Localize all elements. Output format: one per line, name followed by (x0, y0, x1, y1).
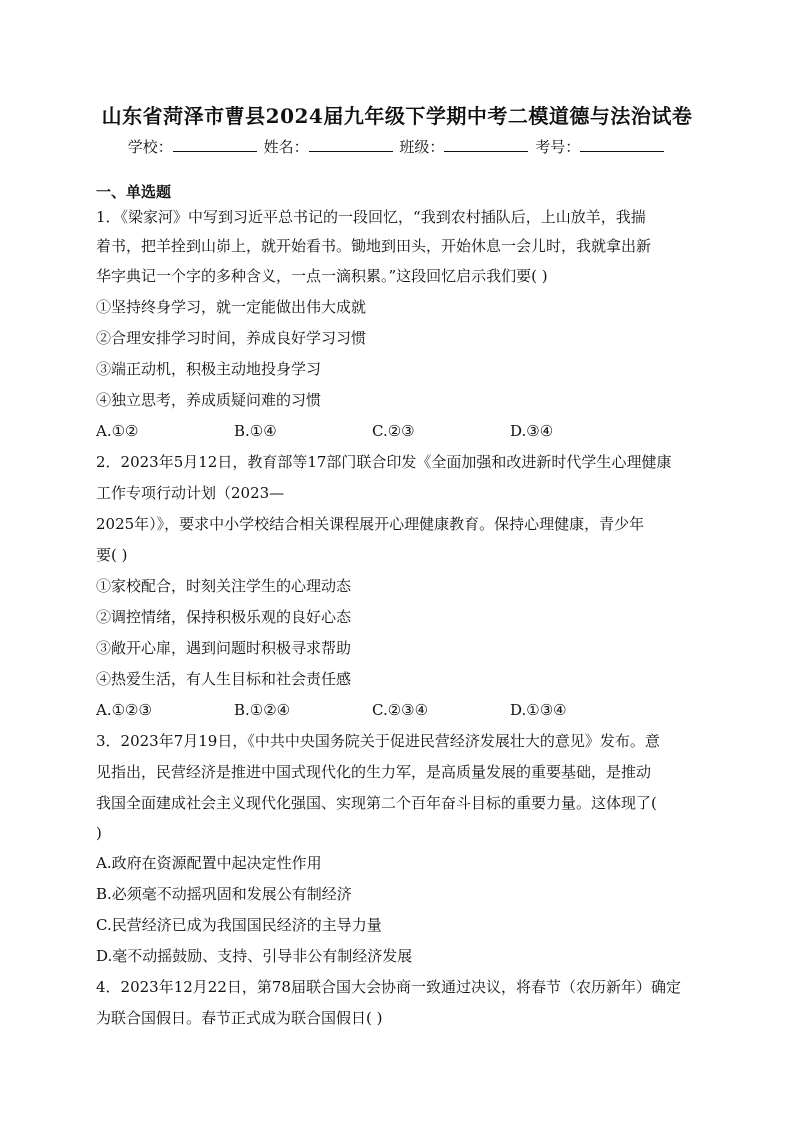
statement-item: ④独立思考，养成质疑问难的习惯 (96, 391, 322, 409)
option-c[interactable]: C.②③ (372, 422, 415, 440)
answer-options (96, 416, 700, 447)
question-text-line: 2025年）》，要求中小学校结合相关课程展开心理健康教育。保持心理健康，青少年 (96, 515, 645, 533)
statement-item: ②合理安排学习时间，养成良好学习习惯 (96, 329, 367, 347)
statement-item: ①家校配合，时刻关注学生的心理动态 (96, 577, 352, 595)
question-text-line: 1．《梁家河》中写到习近平总书记的一段回忆，“我到农村插队后，上山放羊，我揣 (96, 208, 646, 226)
option-a[interactable]: A.①②③ (96, 701, 152, 719)
question-text-line: 华字典记一个字的多种含义，一点一滴积累。”这段回忆启示我们要( ) (96, 267, 548, 285)
option-a[interactable]: A.①② (96, 422, 139, 440)
school-blank[interactable] (173, 137, 257, 152)
name-label: 姓名： (263, 138, 309, 156)
school-label: 学校： (127, 138, 173, 156)
statement-item: ④热爱生活，有人生目标和社会责任感 (96, 670, 352, 688)
question-text-line: 要( ) (96, 546, 128, 564)
exam-title: 山东省菏泽市曹县2024届九年级下学期中考二模道德与法治试卷 (101, 104, 693, 128)
option-d[interactable]: D.③④ (510, 422, 554, 440)
number-label: 考号： (535, 138, 581, 156)
questions (96, 203, 700, 1034)
question-text-line: 4．2023年12月22日，第78届联合国大会协商一致通过决议，将春节（农历新年）确定 (96, 978, 681, 996)
choice-d[interactable]: D.毫不动摇鼓励、支持、引导非公有制经济发展 (96, 947, 413, 965)
question-4 (96, 972, 700, 1034)
class-blank[interactable] (444, 137, 528, 152)
option-b[interactable]: B.①④ (234, 422, 277, 440)
question-text-line: ) (96, 824, 102, 842)
option-d[interactable]: D.①③④ (510, 701, 567, 719)
statement-item: ①坚持终身学习，就一定能做出伟大成就 (96, 298, 367, 316)
question-text-line: 着书，把羊拴到山峁上，就开始看书。锄地到田头，开始休息一会儿时，我就拿出新 (96, 237, 652, 255)
question-2 (96, 447, 700, 726)
option-b[interactable]: B.①②④ (234, 701, 291, 719)
question-text-line: 工作专项行动计划（2023— (96, 484, 285, 502)
choice-a[interactable]: A.政府在资源配置中起决定性作用 (96, 854, 322, 872)
question-text-line: 我国全面建成社会主义现代化强国、实现第二个百年奋斗目标的重要力量。这体现了( (96, 794, 657, 812)
option-c[interactable]: C.②③④ (372, 701, 429, 719)
question-text-line: 2．2023年5月12日，教育部等17部门联合印发《全面加强和改进新时代学生心理健康 (96, 453, 672, 471)
question-1 (96, 203, 700, 447)
section-heading: 一、单选题 (96, 183, 172, 201)
number-blank[interactable] (580, 137, 664, 152)
statement-item: ③端正动机，积极主动地投身学习 (96, 360, 322, 378)
statement-item: ③敞开心扉，遇到问题时积极寻求帮助 (96, 639, 352, 657)
question-text-line: 为联合国假日。春节正式成为联合国假日( ) (96, 1009, 383, 1027)
choice-c[interactable]: C.民营经济已成为我国国民经济的主导力量 (96, 916, 382, 934)
class-label: 班级： (399, 138, 445, 156)
question-text-line: 见指出，民营经济是推进中国式现代化的生力军，是高质量发展的重要基础，是推动 (96, 763, 652, 781)
question-3 (96, 726, 700, 972)
question-text-line: 3．2023年7月19日，《中共中央国务院关于促进民营经济发展壮大的意见》发布。意 (96, 732, 660, 750)
statement-item: ②调控情绪，保持积极乐观的良好心态 (96, 608, 352, 626)
answer-options (96, 695, 700, 726)
name-blank[interactable] (309, 137, 393, 152)
student-info-row (0, 136, 794, 157)
choice-b[interactable]: B.必须毫不动摇巩固和发展公有制经济 (96, 885, 352, 903)
